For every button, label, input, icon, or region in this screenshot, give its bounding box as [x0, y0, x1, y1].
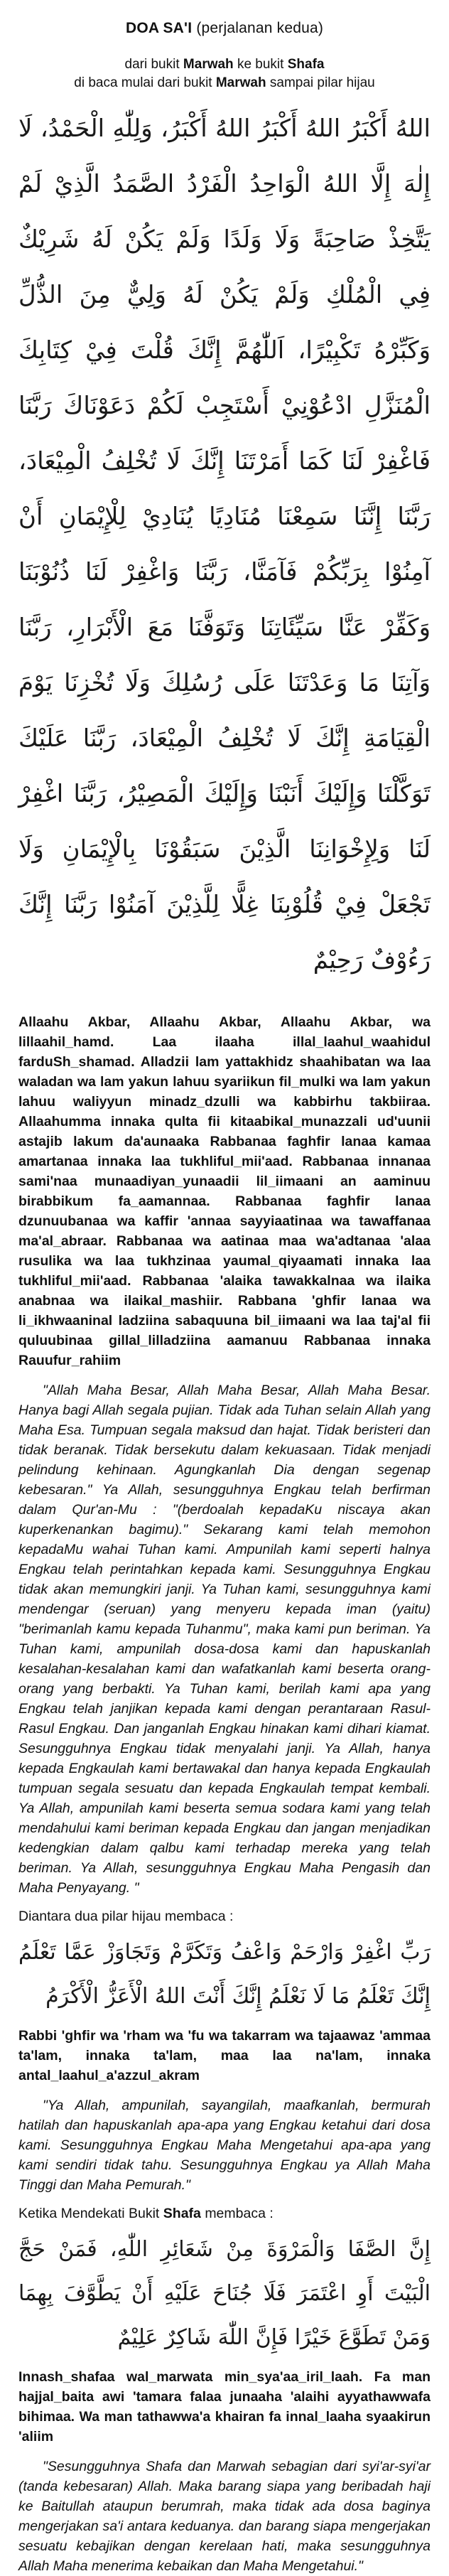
intro-text-part: di baca mulai dari bukit — [74, 75, 212, 90]
intro-text-part: ke bukit — [237, 57, 284, 72]
translation-main: "Allah Maha Besar, Allah Maha Besar, Allah Maha Besar. Hanya bagi Allah segala pujian. Tidak ada Tuhan selain Allah yang Maha Esa. Tumpuan segala maksud dan hajat. Tidak beristeri dan tidak beranak. Tidak bersekutu dalam kekuasaan. Tidak menjadi pelindung kehinaan. Agungkanlah Dia dengan segenap kebesaran." Ya Allah, sesungguhnya Engkau telah berfirman dalam Qur'an-Mu : "(berdoalah kepadaKu niscaya akan kuperkenankan bagimu)." Sekarang kami telah memohon kepadaMu wahai Tuhan kami. Ampunilah kami seperti halnya Engkau telah perintahkan kepada kami. Sesungguhnya Engkau tidak akan memungkiri janji. Ya Tuhan kami, sesungguhnya kami mendengar (seruan) yang menyeru kepada iman (yaitu) "berimanlah kamu kepada Tuhanmu", maka kami pun beriman. Ya Tuhan kami, ampunilah dosa-dosa kami dan hapuskanlah kesalahan-kesalahan kami dan wafatkanlah kami beserta orang-orang yang berbakti. Ya Tuhan kami, berilah kami apa yang Engkau telah janjikan kepada kami dengan perantaraan Rasul-Rasul Engkau. Dan janganlah Engkau hinakan kami dihari kiamat. Sesungguhnya Engkau tidak menyalahi janji. Ya Allah, hanya kepada Engkaulah kami bertawakal dan hanya kepada Engkaulah tumpuan segala sesuatu dan kepada Engkaulah tempat kembali. Ya Allah, ampunilah kami beserta semua sodara kami yang telah mendahului kami beriman kepada Engkau dan jangan menjadikan kedengkian dalam qalbu kami terhadap mereka yang telah beriman. Ya Allah, sesungguhnya Engkau Maha Pengasih dan Maha Penyayang. " — [18, 1383, 431, 1896]
intro-text-part: dari bukit — [124, 57, 180, 72]
section-label-pilar: Diantara dua pilar hijau membaca : — [18, 1909, 234, 1924]
title-main: DOA SA'I — [125, 20, 193, 36]
intro-line-1 — [18, 55, 431, 74]
label-text-part: Ketika Mendekati Bukit — [18, 2206, 160, 2221]
translation-pilar: "Ya Allah, ampunilah, sayangilah, maafkanlah, bermurah hatilah dan hapuskanlah apa-apa yang Engkau ketahui dari dosa kami. Sesungguhnya Engkau Maha Mengetahui apa-apa yang kami sendiri tidak tahu. Sesungguhnya Engkau ya Allah Maha Tinggi dan Maha Pemurah." — [18, 2098, 431, 2193]
intro-line-2 — [18, 74, 431, 92]
title-subtitle: (perjalanan kedua) — [196, 20, 324, 36]
place-shafa: Shafa — [287, 57, 325, 72]
latin-transliteration-shafa: Innash_shafaa wal_marwata min_sya'aa_iril_laah. Fa man hajjal_baita awi 'tamara falaa junaaha 'alaihi ayyathawwafa bihimaa. Wa man tathawwa'a khairan fa innal_laaha syaakirun 'aliim — [18, 2369, 431, 2444]
place-marwah: Marwah — [183, 57, 234, 72]
intro-text-part: sampai pilar hijau — [269, 75, 375, 90]
place-marwah: Marwah — [215, 75, 266, 90]
place-shafa: Shafa — [163, 2206, 201, 2221]
intro-text — [18, 55, 431, 92]
page-title — [18, 20, 431, 37]
arabic-prayer-main: اللهُ أَكْبَرُ اللهُ أَكْبَرُ اللهُ أَكْبَرُ، وَلِلّٰهِ الْحَمْدُ، لَا إِلٰهَ إِلَّا اللهُ الْوَاحِدُ الْفَرْدُ الصَّمَدُ الَّذِيْ لَمْ يَتَّخِذْ صَاحِبَةً وَلَا وَلَدًا وَلَمْ يَكُنْ لَهُ شَرِيْكٌ فِي الْمُلْكِ وَلَمْ يَكُنْ لَهُ وَلِيٌّ مِنَ الذُّلِّ وَكَبِّرْهُ تَكْبِيْرًا، اَللّٰهُمَّ إِنَّكَ قُلْتَ فِيْ كِتَابِكَ الْمُنَزَّلِ ادْعُوْنِيْ أَسْتَجِبْ لَكُمْ دَعَوْنَاكَ رَبَّنَا فَاغْفِرْ لَنَا كَمَا أَمَرْتَنَا إِنَّكَ لَا تُخْلِفُ الْمِيْعَادَ، رَبَّنَا إِنَّنَا سَمِعْنَا مُنَادِيًا يُنَادِيْ لِلْإِيْمَانِ أَنْ آمِنُوْا بِرَبِّكُمْ فَآمَنَّا، رَبَّنَا وَاغْفِرْ لَنَا ذُنُوْبَنَا وَكَفِّرْ عَنَّا سَيِّئَاتِنَا وَتَوَفَّنَا مَعَ الْأَبْرَارِ، رَبَّنَا وَآتِنَا مَا وَعَدْتَنَا عَلَى رُسُلِكَ وَلَا تُخْزِنَا يَوْمَ الْقِيَامَةِ إِنَّكَ لَا تُخْلِفُ الْمِيْعَادَ، رَبَّنَا عَلَيْكَ تَوَكَّلْنَا وَإِلَيْكَ أَنَبْنَا وَإِلَيْكَ الْمَصِيْرُ، رَبَّنَا اغْفِرْ لَنَا وَلِإِخْوَانِنَا الَّذِيْنَ سَبَقُوْنَا بِالْإِيْمَانِ وَلَا تَجْعَلْ فِيْ قُلُوْبِنَا غِلًّا لِلَّذِيْنَ آمَنُوْا رَبَّنَا إِنَّكَ رَءُوْفٌ رَحِيْمٌ — [18, 114, 431, 975]
latin-transliteration-main: Allaahu Akbar, Allaahu Akbar, Allaahu Akbar, wa lillaahil_hamd. Laa ilaaha illal_laahul_waahidul farduSh_shamad. Alladzii lam yattakhidz shaahibatan wa laa waladan wa lam yakun lahuu syariikun fil_mulki wa lam yakun lahuu waliyyun minadz_dzulli wa kabbirhu takbiiraa. Allaahumma innaka qulta fii kitaabikal_munazzali ud'uunii astajib lakum da'aunaaka Rabbanaa faghfir lanaa kamaa amartanaa innaka laa tukhliful_mii'aad. Rabbanaa innanaa sami'naa munaadiyan_yunaadii lil_iimaani an aaminuu birabbikum fa_aamannaa. Rabbanaa faghfir lanaa dzunuubanaa wa kaffir 'annaa sayyiaatinaa wa tawaffanaa ma'al_abraar. Rabbanaa wa aatinaa maa wa'adtanaa 'alaa rusulika wa laa tukhzinaa yaumal_qiyaamati innaka laa tukhliful_mii'aad. Rabbanaa 'alaika tawakkalnaa wa ilaika anabnaa wa ilaikal_mashiir. Rabbana 'ghfir lanaa wa li_ikhwaaninal ladziina sabaquuna bil_iimaani wa laa taj'al fii quluubinaa gillal_lilladziina aamanuu Rabbanaa innaka Rauufur_rahiim — [18, 1014, 431, 1368]
latin-transliteration-pilar: Rabbi 'ghfir wa 'rham wa 'fu wa takarram wa tajaawaz 'ammaa ta'lam, innaka ta'lam, maa laa na'lam, innaka antal_laahul_a'azzul_akram — [18, 2028, 431, 2083]
section-label-shafa — [18, 2204, 431, 2223]
label-text-part: membaca : — [205, 2206, 274, 2221]
arabic-prayer-pilar: رَبِّ اغْفِرْ وَارْحَمْ وَاعْفُ وَتَكَرَّمْ وَتَجَاوَزْ عَمَّا تَعْلَمُ إِنَّكَ تَعْلَمُ مَا لَا نَعْلَمُ إِنَّكَ أَنْتَ اللهُ الْأَعَزُّ الْأَكْرَمُ — [18, 1940, 431, 2009]
arabic-prayer-shafa: إِنَّ الصَّفَا وَالْمَرْوَةَ مِنْ شَعَائِرِ اللّٰهِ، فَمَنْ حَجَّ الْبَيْتَ أَوِ اعْتَمَرَ فَلَا جُنَاحَ عَلَيْهِ أَنْ يَطَّوَّفَ بِهِمَا وَمَنْ تَطَوَّعَ خَيْرًا فَإِنَّ اللّٰهَ شَاكِرٌ عَلِيْمٌ — [18, 2237, 431, 2350]
translation-shafa: "Sesungguhnya Shafa dan Marwah sebagian dari syi'ar-syi'ar (tanda kebesaran) Allah. Maka barang siapa yang beribadah haji ke Baitullah ataupun berumrah, maka tidak ada dosa baginya mengerjakan sa'i antara keduanya. dan barang siapa mengerjakan sesuatu kebajikan dengan kerelaan hati, maka sesungguhnya Allah Maha menerima kebaikan dan Maha Mengetahui." — [18, 2459, 431, 2574]
